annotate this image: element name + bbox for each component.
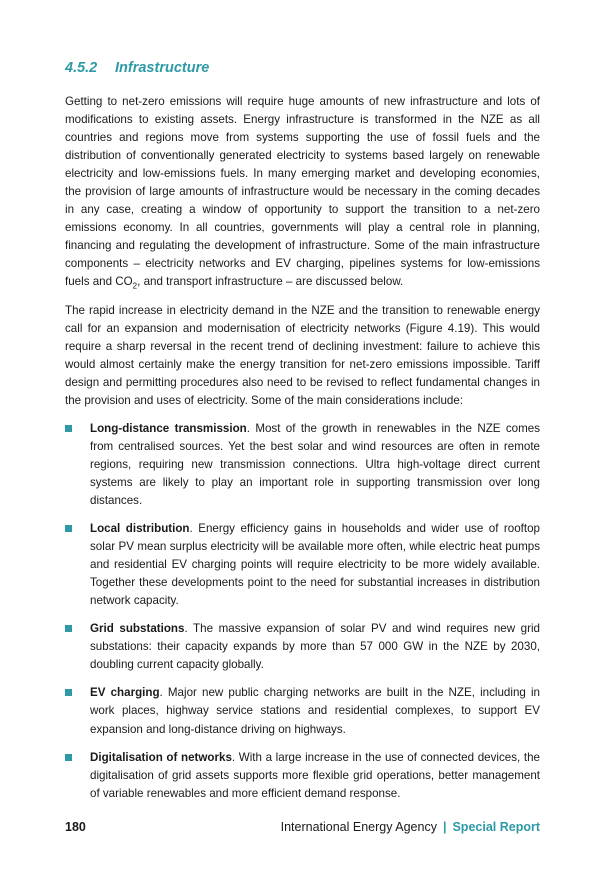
bullet-title: EV charging — [90, 686, 160, 700]
subscript: 2 — [132, 281, 138, 291]
bullet-item — [65, 684, 540, 738]
square-bullet-icon — [65, 754, 72, 761]
bullet-title: Grid substations — [90, 622, 185, 636]
report-name: Special Report — [452, 820, 540, 834]
bullet-item — [65, 749, 540, 803]
footer-separator: | — [442, 820, 447, 834]
bullet-list — [65, 420, 540, 803]
bullet-title: Long-distance transmission — [90, 421, 247, 435]
bullet-item — [65, 420, 540, 510]
paragraph-tail: , and transport infrastructure – are discussed below. — [137, 275, 404, 289]
square-bullet-icon — [65, 525, 72, 532]
section-heading — [65, 60, 209, 76]
bullet-title: Digitalisation of networks — [90, 750, 232, 764]
page-number: 180 — [65, 820, 86, 834]
section-title: Infrastructure — [115, 60, 210, 76]
bullet-item — [65, 620, 540, 674]
bullet-text: . Major new public charging networks are built in the NZE, including in work places, highway service stations and residential complexes, to support EV expansion and long-distance driving on highways. — [90, 686, 540, 736]
square-bullet-icon — [65, 625, 72, 632]
bullet-text: . The massive expansion of solar PV and wind requires new grid substations: their capacity expands by more than 57 000 GW in the NZE by 2030, doubling current capacity globally. — [90, 622, 540, 672]
square-bullet-icon — [65, 689, 72, 696]
body-content — [65, 93, 540, 813]
bullet-text: . With a large increase in the use of connected devices, the digitalisation of grid assets supports more flexible grid operations, better management of variable renewables and more efficient demand response. — [90, 750, 540, 800]
square-bullet-icon — [65, 425, 72, 432]
footer-publication — [281, 820, 540, 834]
paragraph-text: The rapid increase in electricity demand in the NZE and the transition to renewable energy call for an expansion and modernisation of electricity networks (Figure 4.19). This would require a sharp reversal in the recent trend of declining investment: failure to achieve this would almost certainly make the energy transition for net-zero emissions impossible. Tariff design and permitting procedures also need to be revised to reflect fundamental changes in the provision and uses of electricity. Some of the main considerations include: — [65, 303, 540, 407]
bullet-title: Local distribution — [90, 522, 190, 536]
bullet-item — [65, 520, 540, 610]
paragraph — [65, 302, 540, 410]
section-number: 4.5.2 — [65, 60, 98, 76]
paragraph — [65, 93, 540, 292]
agency-name: International Energy Agency — [280, 820, 437, 834]
paragraph-text: Getting to net-zero emissions will require huge amounts of new infrastructure and lots of modifications to existing assets. Energy infrastructure is transformed in the NZE as all countries and regions move from systems supporting the use of fossil fuels and the distribution of conventionally generated electricity to systems based largely on renewable electricity and low-emissions fuels. In many emerging market and developing economies, the provision of large amounts of infrastructure would be necessary in the coming decades in any case, creating a window of opportunity to support the transition to a net-zero emissions economy. In all countries, governments will play a central role in planning, financing and regulating the development of infrastructure. Some of the main infrastructure components – electricity networks and EV charging, pipelines systems for low-emissions fuels and CO — [65, 95, 540, 289]
bullet-text: . Energy efficiency gains in households and wider use of rooftop solar PV mean surplus electricity will be available more often, while electric heat pumps and residential EV charging points will require electricity to be more widely available. Together these developments point to the need for substantial increases in distribution network capacity. — [90, 522, 540, 608]
bullet-text: . Most of the growth in renewables in the NZE comes from centralised sources. Yet the best solar and wind resources are often in remote regions, requiring new transmission connections. Ultra high-voltage direct current systems are likely to play an important role in supporting transmission over long distances. — [90, 421, 541, 507]
